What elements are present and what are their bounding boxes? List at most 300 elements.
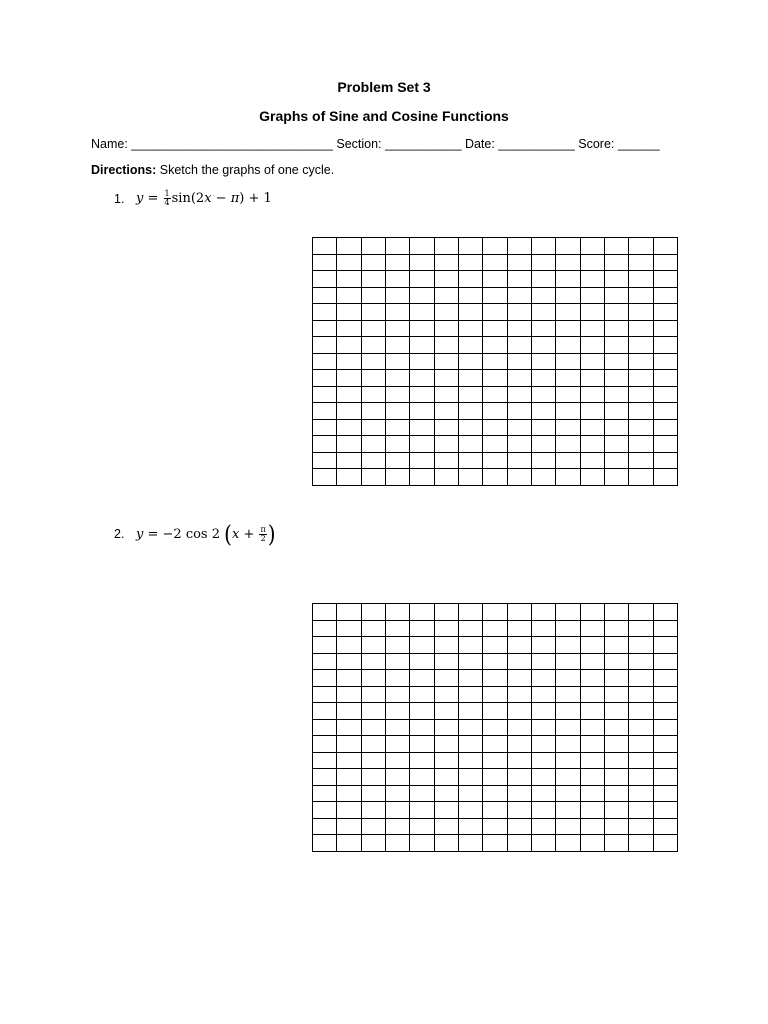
grid-cell (362, 786, 386, 803)
grid-cell (459, 354, 483, 371)
grid-cell (532, 337, 556, 354)
grid-cell (629, 469, 653, 486)
grid-cell (435, 370, 459, 387)
grid-cell (605, 769, 629, 786)
grid-cell (508, 703, 532, 720)
grid-cell (410, 255, 434, 272)
grid-cell (313, 736, 337, 753)
grid-cell (459, 819, 483, 836)
grid-cell (483, 469, 507, 486)
grid-cell (386, 604, 410, 621)
grid-cell (532, 786, 556, 803)
arg-variable: x (231, 526, 240, 542)
grid-cell (556, 802, 580, 819)
grid-cell (556, 769, 580, 786)
grid-cell (337, 304, 361, 321)
grid-cell (483, 703, 507, 720)
grid-cell (605, 654, 629, 671)
grid-cell (508, 288, 532, 305)
grid-cell (483, 238, 507, 255)
grid-cell (459, 321, 483, 338)
grid-cell (313, 769, 337, 786)
grid-cell (508, 238, 532, 255)
grid-cell (337, 337, 361, 354)
grid-cell (654, 736, 678, 753)
grid-cell (483, 354, 507, 371)
grid-cell (337, 370, 361, 387)
grid-cell (629, 786, 653, 803)
grid-cell (386, 736, 410, 753)
grid-cell (435, 469, 459, 486)
grid-cell (435, 337, 459, 354)
grid-cell (435, 255, 459, 272)
grid-cell (410, 819, 434, 836)
grid-cell (459, 387, 483, 404)
grid-cell (629, 453, 653, 470)
grid-cell (581, 370, 605, 387)
grid-cell (654, 288, 678, 305)
grid-cell (459, 703, 483, 720)
grid-cell (654, 271, 678, 288)
fraction (259, 526, 266, 543)
grid-cell (483, 403, 507, 420)
grid-cell (629, 420, 653, 437)
grid-cell (581, 436, 605, 453)
grid-cell (556, 621, 580, 638)
grid-cell (337, 835, 361, 852)
grid-cell (435, 420, 459, 437)
grid-cell (313, 654, 337, 671)
grid-cell (459, 453, 483, 470)
grid-cell (654, 453, 678, 470)
grid-cell (483, 604, 507, 621)
problem-2 (114, 520, 276, 548)
grid-cell (629, 271, 653, 288)
grid-cell (410, 736, 434, 753)
grid-cell (410, 469, 434, 486)
grid-cell (629, 703, 653, 720)
grid-cell (435, 453, 459, 470)
grid-cell (556, 753, 580, 770)
grid-cell (362, 420, 386, 437)
grid-cell (313, 354, 337, 371)
grid-cell (483, 786, 507, 803)
eq-variable: y (136, 526, 144, 542)
grid-cell (581, 604, 605, 621)
grid-cell (459, 304, 483, 321)
open-paren: ( (224, 520, 232, 548)
grid-cell (386, 271, 410, 288)
grid-cell (629, 370, 653, 387)
grid-cell (629, 687, 653, 704)
grid-cell (483, 436, 507, 453)
grid-cell (435, 670, 459, 687)
grid-cell (581, 637, 605, 654)
grid-cell (556, 835, 580, 852)
grid-cell (410, 288, 434, 305)
grid-cell (508, 720, 532, 737)
directions-text: Sketch the graphs of one cycle. (156, 163, 335, 177)
grid-cell (532, 304, 556, 321)
grid-cell (508, 420, 532, 437)
grid-cell (605, 304, 629, 321)
grid-cell (581, 720, 605, 737)
grid-cell (386, 802, 410, 819)
grid-cell (556, 436, 580, 453)
grid-cell (605, 288, 629, 305)
grid-cell (556, 370, 580, 387)
grid-cell (362, 354, 386, 371)
grid-cell (362, 271, 386, 288)
grid-cell (386, 720, 410, 737)
grid-cell (556, 654, 580, 671)
grid-cell (605, 469, 629, 486)
grid-cell (483, 387, 507, 404)
equation (136, 190, 272, 207)
grid-cell (386, 786, 410, 803)
grid-cell (459, 469, 483, 486)
grid-cell (605, 786, 629, 803)
grid-cell (654, 354, 678, 371)
grid-cell (313, 436, 337, 453)
grid-cell (654, 387, 678, 404)
student-info-line: Name: _____________________________ Section: ___________ Date: ___________ Score: ______ (91, 137, 660, 151)
grid-cell (313, 271, 337, 288)
grid-cell (556, 321, 580, 338)
arg-operator: + (239, 526, 259, 542)
grid-cell (313, 703, 337, 720)
grid-cell (532, 703, 556, 720)
grid-cell (629, 288, 653, 305)
grid-cell (532, 354, 556, 371)
grid-cell (581, 802, 605, 819)
grid-cell (386, 687, 410, 704)
grid-cell (556, 337, 580, 354)
grid-cell (386, 403, 410, 420)
grid-cell (410, 769, 434, 786)
grid-cell (629, 238, 653, 255)
grid-cell (313, 687, 337, 704)
grid-cell (459, 436, 483, 453)
grid-cell (483, 736, 507, 753)
grid-cell (386, 753, 410, 770)
grid-cell (386, 469, 410, 486)
grid-cell (629, 621, 653, 638)
grid-cell (483, 720, 507, 737)
grid-cell (410, 387, 434, 404)
grid-cell (605, 637, 629, 654)
grid-cell (629, 354, 653, 371)
grid-cell (532, 453, 556, 470)
grid-cell (581, 654, 605, 671)
grid-cell (435, 687, 459, 704)
grid-cell (386, 621, 410, 638)
grid-cell (410, 354, 434, 371)
grid-cell (362, 753, 386, 770)
grid-cell (581, 288, 605, 305)
grid-cell (362, 255, 386, 272)
grid-cell (362, 637, 386, 654)
grid-cell (532, 604, 556, 621)
grid-cell (605, 403, 629, 420)
grid-cell (459, 271, 483, 288)
grid-cell (629, 637, 653, 654)
grid-cell (532, 769, 556, 786)
grid-cell (556, 271, 580, 288)
grid-cell (532, 321, 556, 338)
grid-cell (362, 370, 386, 387)
grid-cell (337, 288, 361, 305)
grid-cell (459, 654, 483, 671)
grid-cell (654, 469, 678, 486)
grid-cell (654, 687, 678, 704)
grid-cell (362, 288, 386, 305)
grid-cell (581, 769, 605, 786)
grid-cell (459, 370, 483, 387)
grid-cell (654, 703, 678, 720)
close-paren: ) (267, 520, 276, 548)
grid-cell (386, 835, 410, 852)
grid-cell (483, 835, 507, 852)
grid-cell (459, 288, 483, 305)
grid-cell (605, 370, 629, 387)
grid-cell (605, 238, 629, 255)
grid-cell (556, 288, 580, 305)
grid-cell (532, 271, 556, 288)
fraction (164, 190, 171, 207)
grid-cell (654, 819, 678, 836)
grid-cell (581, 469, 605, 486)
grid-cell (483, 637, 507, 654)
grid-cell (337, 637, 361, 654)
grid-cell (581, 420, 605, 437)
grid-cell (435, 436, 459, 453)
grid-cell (362, 403, 386, 420)
grid-cell (435, 786, 459, 803)
grid-cell (362, 654, 386, 671)
grid-cell (459, 604, 483, 621)
grid-cell (654, 321, 678, 338)
grid-cell (605, 453, 629, 470)
grid-cell (581, 786, 605, 803)
grid-cell (654, 769, 678, 786)
grid-cell (410, 786, 434, 803)
grid-cell (362, 769, 386, 786)
grid-cell (483, 670, 507, 687)
grid-cell (605, 321, 629, 338)
grid-cell (313, 453, 337, 470)
vertical-shift: + 1 (244, 191, 272, 206)
grid-cell (362, 238, 386, 255)
grid-cell (629, 321, 653, 338)
grid-cell (362, 819, 386, 836)
grid-cell (337, 670, 361, 687)
grid-cell (337, 436, 361, 453)
grid-cell (532, 802, 556, 819)
grid-cell (483, 255, 507, 272)
grid-cell (508, 637, 532, 654)
grid-cell (581, 835, 605, 852)
grid-cell (386, 238, 410, 255)
grid-cell (313, 238, 337, 255)
grid-cell (605, 420, 629, 437)
grid-cell (532, 420, 556, 437)
grid-cell (386, 304, 410, 321)
grid-cell (581, 670, 605, 687)
eq-coefficient: −2 cos 2 (162, 526, 225, 542)
grid-cell (581, 354, 605, 371)
grid-cell (532, 753, 556, 770)
grid-cell (386, 321, 410, 338)
grid-cell (605, 387, 629, 404)
grid-cell (337, 238, 361, 255)
grid-cell (508, 819, 532, 836)
grid-cell (508, 835, 532, 852)
grid-cell (654, 436, 678, 453)
grid-cell (581, 687, 605, 704)
grid-cell (508, 337, 532, 354)
grid-cell (459, 403, 483, 420)
grid-cell (435, 621, 459, 638)
grid-cell (654, 654, 678, 671)
grid-cell (410, 370, 434, 387)
grid-cell (556, 469, 580, 486)
grid-cell (435, 769, 459, 786)
grid-cell (556, 453, 580, 470)
grid-cell (629, 819, 653, 836)
grid-cell (629, 304, 653, 321)
grid-cell (313, 621, 337, 638)
grid-cell (313, 321, 337, 338)
grid-cell (337, 387, 361, 404)
grid-cell (313, 786, 337, 803)
grid-cell (435, 802, 459, 819)
grid-cell (337, 819, 361, 836)
grid-cell (556, 703, 580, 720)
grid-cell (605, 604, 629, 621)
grid-cell (435, 753, 459, 770)
grid-cell (654, 720, 678, 737)
grid-cell (459, 769, 483, 786)
grid-cell (459, 238, 483, 255)
grid-cell (459, 736, 483, 753)
grid-cell (532, 387, 556, 404)
grid-cell (508, 321, 532, 338)
grid-cell (532, 238, 556, 255)
grid-cell (508, 753, 532, 770)
grid-cell (532, 255, 556, 272)
grid-cell (410, 835, 434, 852)
grid-cell (629, 835, 653, 852)
grid-cell (654, 670, 678, 687)
grid-cell (654, 604, 678, 621)
arg-coefficient: 2 (195, 191, 205, 206)
grid-cell (532, 736, 556, 753)
grid-cell (629, 255, 653, 272)
grid-cell (556, 354, 580, 371)
grid-cell (483, 271, 507, 288)
grid-cell (556, 670, 580, 687)
grid-cell (362, 835, 386, 852)
grid-cell (508, 769, 532, 786)
grid-cell (508, 436, 532, 453)
grid-cell (556, 238, 580, 255)
grid-cell (629, 387, 653, 404)
grid-cell (435, 403, 459, 420)
grid-cell (483, 453, 507, 470)
grid-cell (629, 802, 653, 819)
grid-cell (313, 403, 337, 420)
grid-cell (410, 670, 434, 687)
arg-constant: π (230, 191, 240, 206)
grid-cell (508, 654, 532, 671)
grid-cell (654, 753, 678, 770)
open-paren: ( (190, 191, 196, 206)
grid-cell (581, 387, 605, 404)
grid-cell (629, 753, 653, 770)
grid-cell (386, 769, 410, 786)
grid-cell (410, 753, 434, 770)
grid-cell (435, 271, 459, 288)
grid-cell (508, 255, 532, 272)
grid-cell (313, 337, 337, 354)
arg-operator: − (211, 191, 231, 206)
grid-cell (337, 255, 361, 272)
grid-cell (605, 670, 629, 687)
grid-cell (532, 436, 556, 453)
grid-cell (508, 670, 532, 687)
grid-cell (532, 687, 556, 704)
fraction-denominator: 2 (260, 533, 266, 543)
grid-cell (386, 370, 410, 387)
grid-cell (532, 654, 556, 671)
grid-cell (483, 753, 507, 770)
grid-cell (629, 604, 653, 621)
grid-cell (556, 403, 580, 420)
grid-cell (556, 736, 580, 753)
grid-cell (532, 637, 556, 654)
grid-cell (337, 621, 361, 638)
problem-number: 2. (114, 527, 125, 541)
grid-cell (337, 720, 361, 737)
grid-cell (362, 720, 386, 737)
grid-cell (605, 720, 629, 737)
grid-cell (362, 687, 386, 704)
graph-grid (312, 603, 678, 852)
grid-cell (508, 687, 532, 704)
problem-number: 1. (114, 191, 125, 206)
grid-cell (410, 604, 434, 621)
grid-cell (508, 786, 532, 803)
grid-cell (435, 637, 459, 654)
grid-cell (459, 255, 483, 272)
grid-cell (581, 403, 605, 420)
grid-cell (605, 736, 629, 753)
grid-cell (362, 321, 386, 338)
fraction-numerator: 1 (164, 189, 170, 198)
grid-cell (386, 288, 410, 305)
grid-cell (459, 687, 483, 704)
grid-cell (508, 736, 532, 753)
directions-label: Directions: (91, 163, 157, 177)
grid-cell (386, 819, 410, 836)
grid-cell (581, 304, 605, 321)
grid-cell (508, 802, 532, 819)
grid-cell (410, 621, 434, 638)
grid-cell (410, 304, 434, 321)
grid-cell (362, 802, 386, 819)
grid-cell (532, 469, 556, 486)
